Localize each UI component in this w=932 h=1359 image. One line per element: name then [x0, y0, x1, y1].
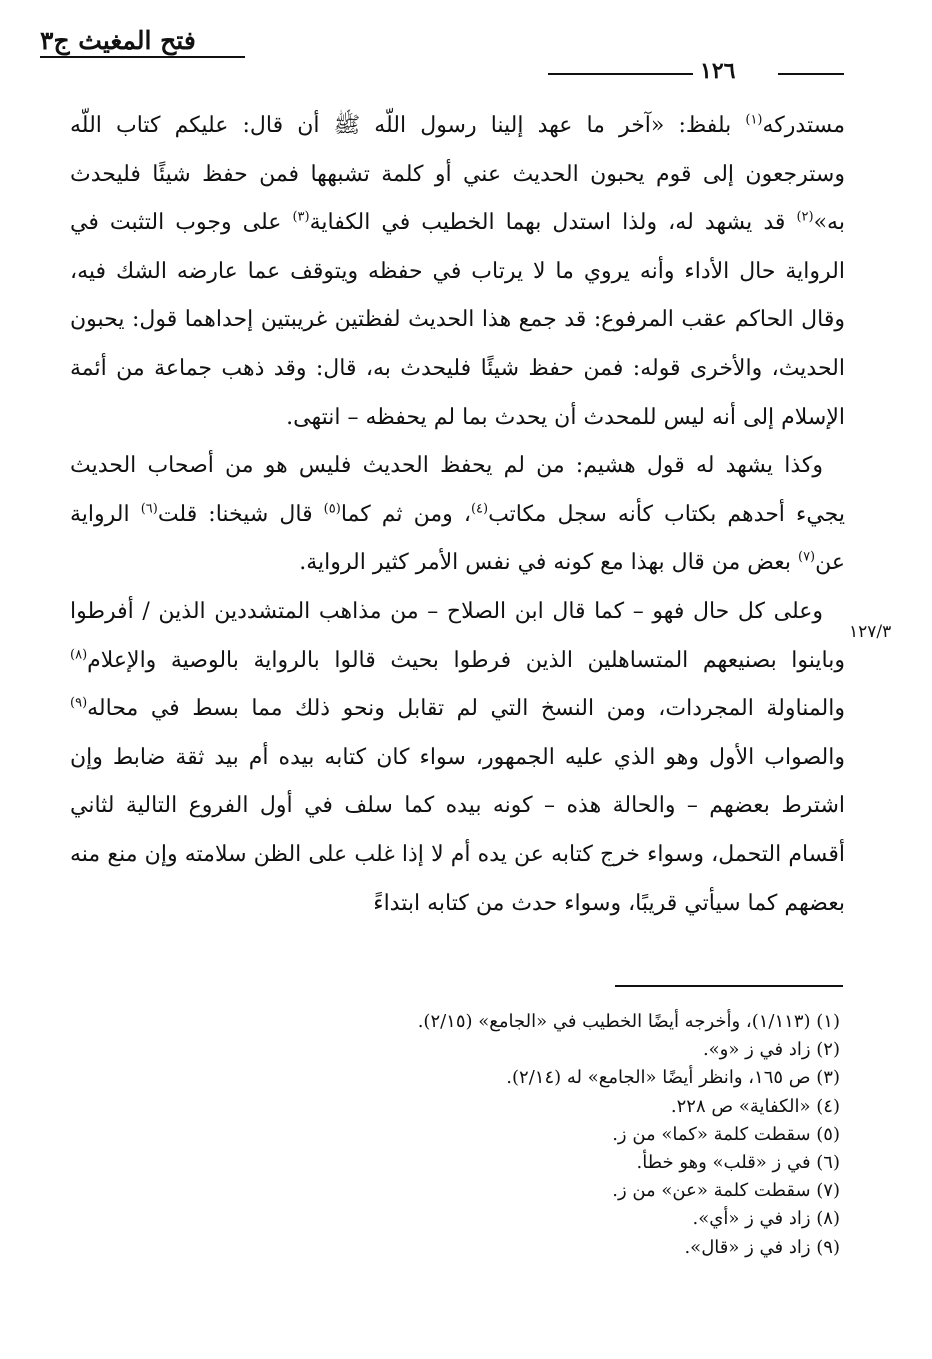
footnote-5: (٥) سقطت كلمة «كما» من ز. [612, 1123, 840, 1145]
footnote-3: (٣) ص ١٦٥، وانظر أيضًا «الجامع» له (٢/١٤). [506, 1067, 840, 1089]
footnote-9: (٩) زاد في ز «قال». [684, 1236, 840, 1258]
body-text [70, 102, 845, 928]
footnote-2: (٢) زاد في ز «و». [702, 1039, 840, 1061]
paragraph-2: وكذا يشهد له قول هشيم: من لم يحفظ الحديث فليس هو من أصحاب الحديث يجيء أحدهم بكتاب كأنه سجل مكاتب$^{(٤)}$، ومن ثم كما$^{(٥)}$ قال شيخنا: قلت$^{(٦)}$ الرواية عن$^{(٧)}$ بعض من قال بهذا مع كونه في نفس الأمر كثير الرواية. [70, 453, 845, 576]
footnote-4: (٤) «الكفاية» ص ٢٢٨. [670, 1095, 840, 1117]
page-title: فتح المغيث ج٣ [40, 26, 196, 55]
header-rule [40, 56, 245, 58]
footnote-6: (٦) في ز «قلب» وهو خطأ. [636, 1152, 840, 1174]
page-number: ١٢٦ [700, 58, 736, 84]
margin-note: ١٢٧/٣ [849, 622, 892, 642]
footnote-8: (٨) زاد في ز «أي». [692, 1208, 840, 1230]
paragraph-1: مستدركه$^{(١)}$ بلفظ: «آخر ما عهد إلينا رسول اللّه ﷺ أن قال: عليكم كتاب اللّه وسترجعون إلى قوم يحبون الحديث عني أو كلمة تشبهها فمن حفظ شيئًا فليحدث به»$^{(٢)}$ قد يشهد له، ولذا استدل بهما الخطيب في الكفاية$^{(٣)}$ على وجوب التثبت في الرواية حال الأداء وأنه يروي ما لا يرتاب في حفظه ويتوقف عما عارضه الشك فيه، وقال الحاكم عقب المرفوع: قد جمع هذا الحديث لفظتين غريبتين إحداهما قول: يحبون الحديث، والأخرى قوله: فمن حفظ شيئًا فليحدث به، قال: وقد ذهب جماعة من أئمة الإسلام إلى أنه ليس للمحدث أن يحدث بما لم يحفظه – انتهى. [70, 112, 845, 430]
footnote-7: (٧) سقطت كلمة «عن» من ز. [612, 1180, 840, 1202]
header-line-left [548, 73, 693, 75]
footnote-separator [615, 985, 843, 987]
footnotes [250, 1008, 840, 1262]
header-line-right [778, 73, 844, 75]
footnote-1: (١) (١/١١٣)، وأخرجه أيضًا الخطيب في «الجامع» (٢/١٥). [417, 1011, 840, 1032]
paragraph-3: وعلى كل حال فهو – كما قال ابن الصلاح – من مذاهب المتشددين الذين / أفرطوا وباينوا بصنيعهم المتساهلين الذين فرطوا بحيث قالوا بالرواية بالوصية والإعلام$^{(٨)}$ والمناولة المجردات، ومن النسخ التي لم تقابل ونحو ذلك مما بسط في محاله$^{(٩)}$ والصواب الأول وهو الذي عليه الجمهور، سواء كان كتابه بيده أم بيد ثقة ضابط وإن اشترط بعضهم – والحالة هذه – كونه بيده كما سلف في أول الفروع التالية لثاني أقسام التحمل، وسواء خرج كتابه عن يده أم لا إذا غلب على الظن سلامته وإن منع منه بعضهم كما سيأتي قريبًا، وسواء حدث من كتابه ابتداءً [70, 598, 845, 916]
